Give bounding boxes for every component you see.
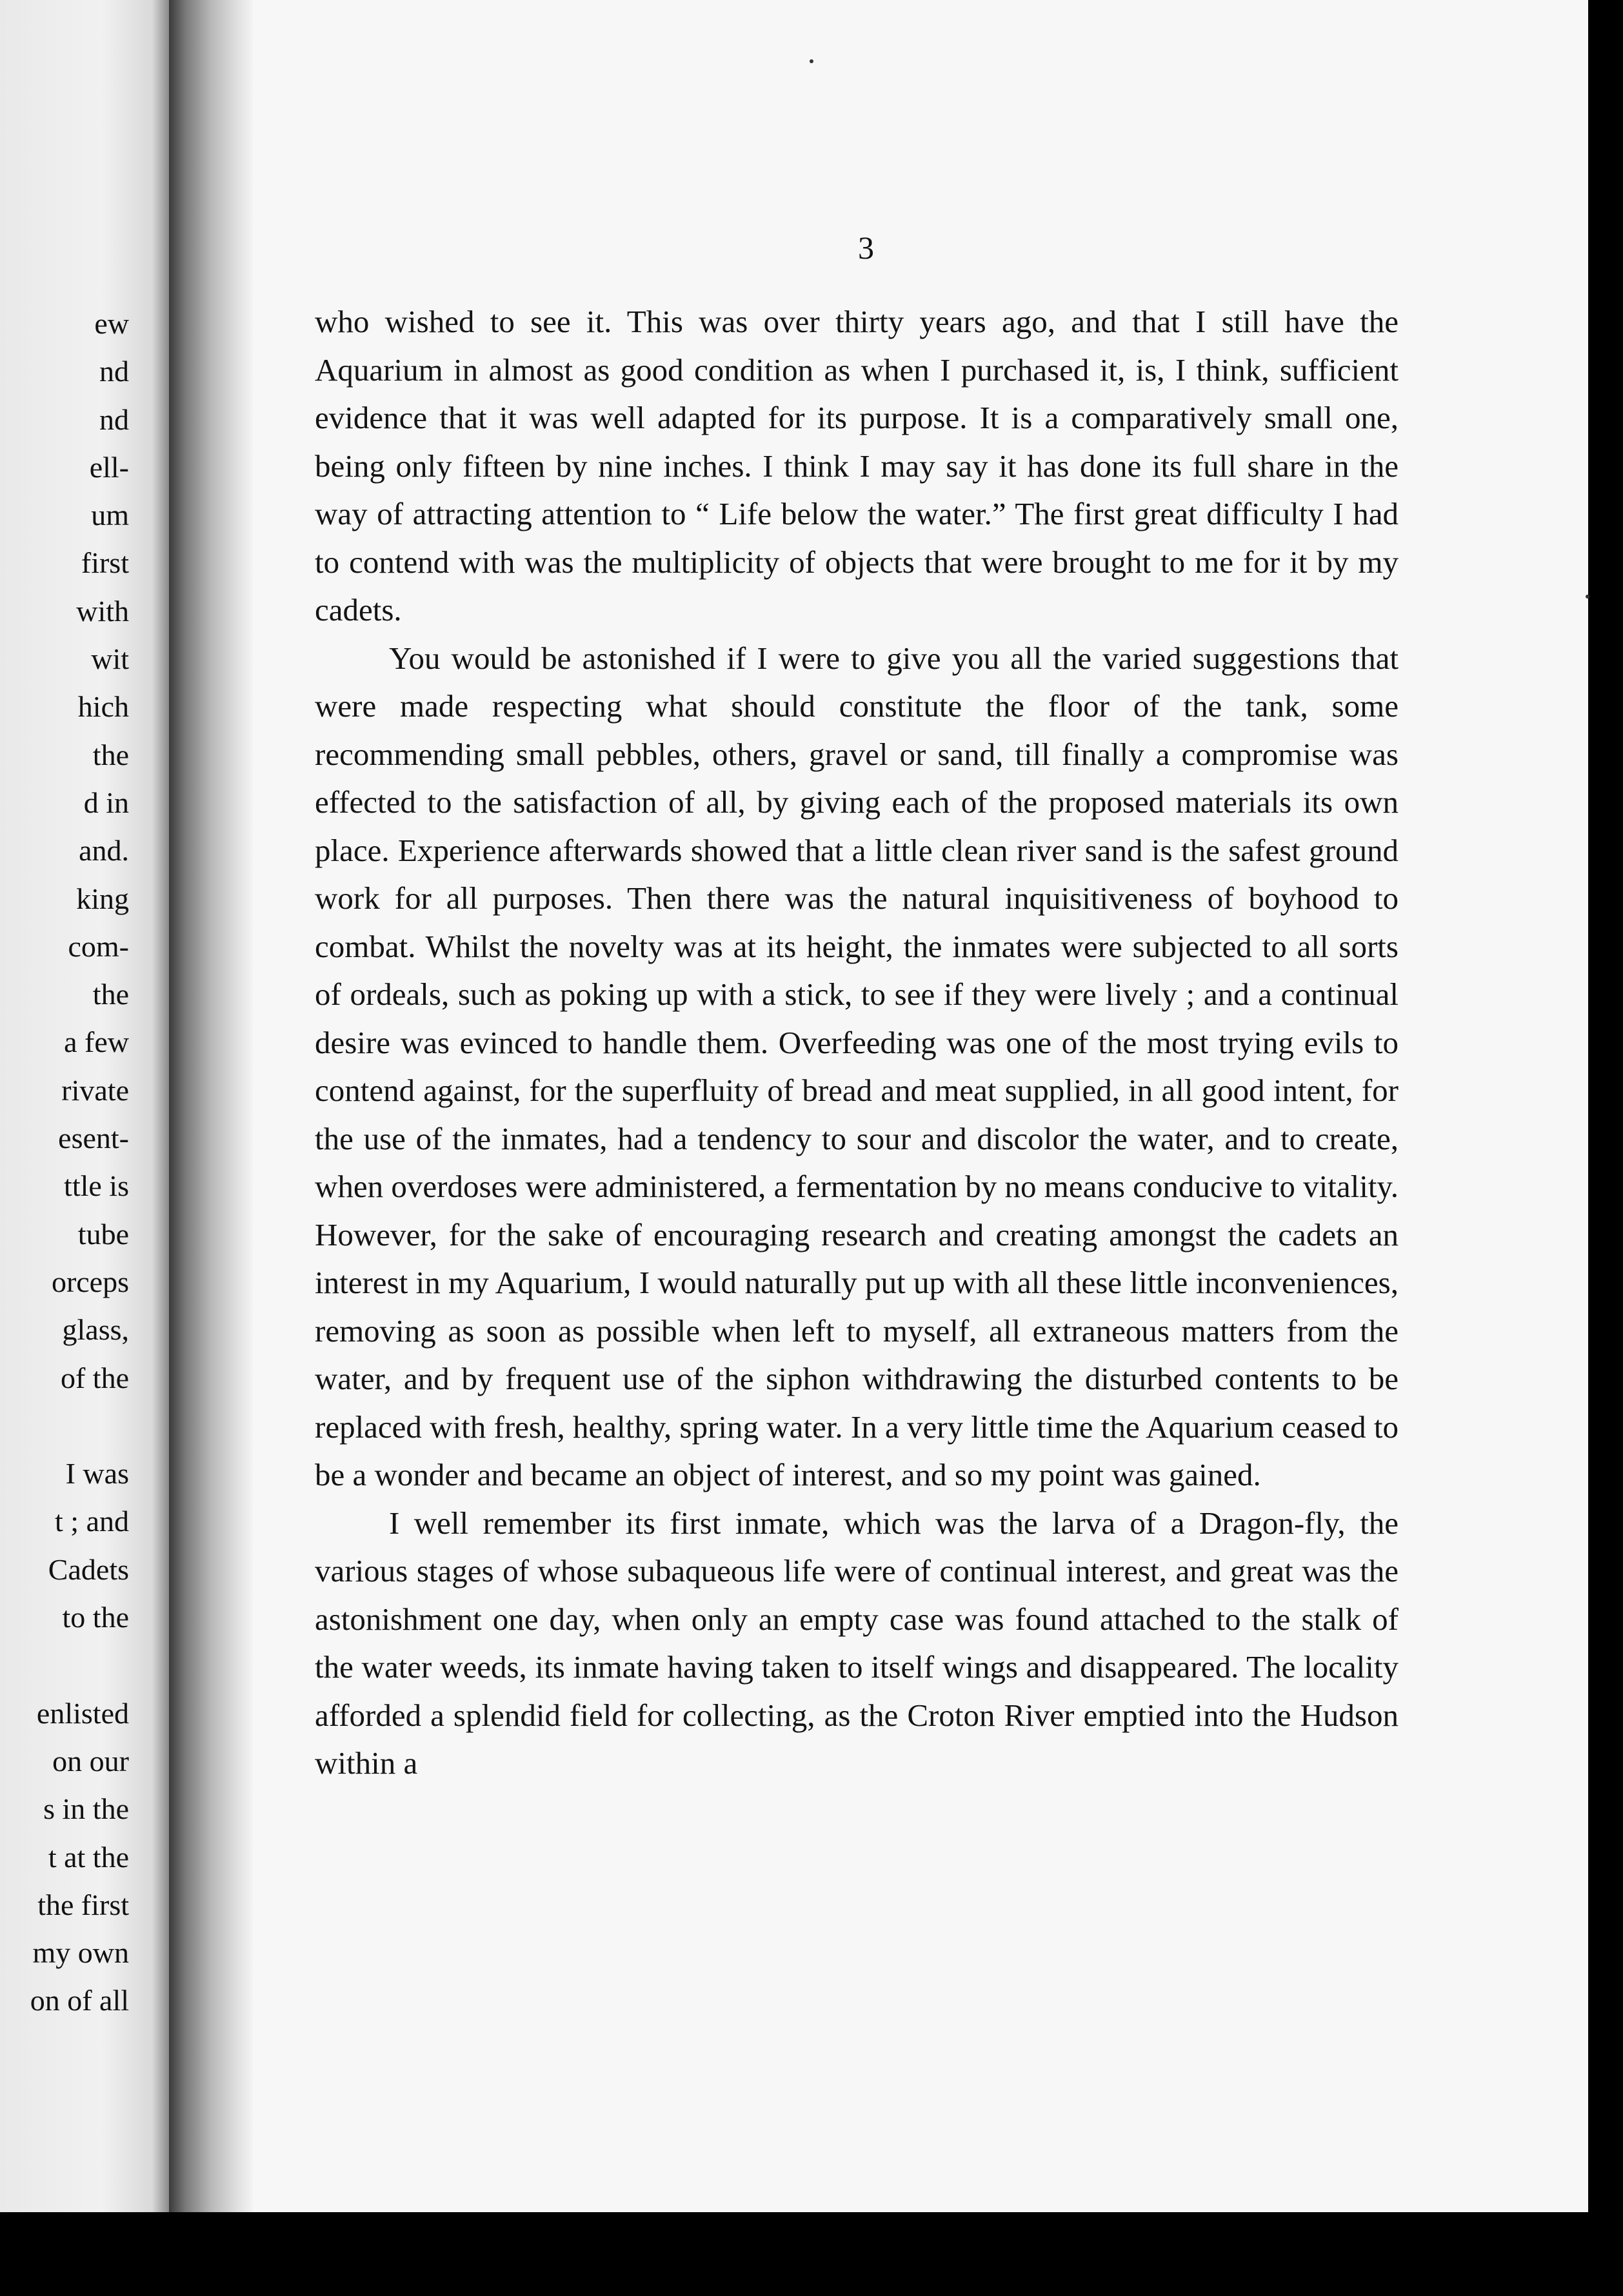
- previous-page-line: I was: [65, 1457, 129, 1490]
- previous-page-line: esent-: [58, 1122, 129, 1155]
- previous-page-line: ew: [94, 307, 129, 340]
- previous-page-line: rivate: [61, 1073, 129, 1107]
- previous-page-line: on our: [52, 1744, 129, 1777]
- previous-page-line: enlisted: [36, 1696, 129, 1730]
- previous-page-line: s in the: [43, 1792, 129, 1826]
- previous-page-line: wit: [91, 642, 129, 676]
- previous-page-line: t at the: [48, 1840, 129, 1874]
- previous-page-line: and.: [79, 834, 129, 867]
- previous-page-line: with: [76, 594, 129, 628]
- previous-page-line: um: [91, 499, 129, 532]
- previous-page-line: to the: [62, 1601, 129, 1634]
- previous-page-line: nd: [99, 355, 129, 388]
- previous-page-line: orceps: [51, 1265, 129, 1298]
- previous-page-line: tube: [77, 1217, 129, 1251]
- paragraph-1: who wished to see it. This was over thirty years ago, and that I still have the Aquarium in almost as good condition as when I purchased it, is, I think, sufficient evidence that it was well adapted for its purpose. It is a comparatively small one, being only fifteen by nine inches. I think I may say it has done its full share in the way of attracting attention to “ Life below the water.” The first great difficulty I had to contend with was the multiplicity of objects that were brought to me for it by my cadets.: [315, 304, 1399, 628]
- previous-page-line: a few: [64, 1025, 129, 1059]
- book-gutter: [169, 0, 253, 2212]
- previous-page-line: the: [92, 738, 129, 771]
- paragraph-2: You would be astonished if I were to give you all the varied suggestions that were made respecting what should constitute the floor of the tank, some recommending small pebbles, others, gravel or sand, till finally a compromise was effected to the satisfaction of all, by giving each of the proposed materials its own place. Experience afterwards showed that a little clean river sand is the safest ground work for all purposes. Then there was the natural inquisitiveness of boyhood to combat. Whilst the novelty was at its height, the inmates were subjected to all sorts of ordeals, such as poking up with a stick, to see if they were lively ; and a continual desire was evinced to handle them. Overfeeding was one of the most trying evils to contend against, for the superfluity of bread and meat supplied, in all good intent, for the use of the inmates, had a tendency to sour and discolor the water, and to create, when overdoses were administered, a fermentation by no means conducive to vitality. However, for the sake of encouraging research and creating amongst the cadets an interest in my Aquarium, I would naturally put up with all these little inconveniences, removing as soon as possible when left to myself, all extraneous matters from the water, and by frequent use of the siphon withdrawing the disturbed contents to be replaced with fresh, healthy, spring water. In a very little time the Aquarium ceased to be a wonder and became an object of interest, and so my point was gained.: [315, 640, 1399, 1492]
- previous-page-line: on of all: [30, 1984, 129, 2017]
- previous-page-edge: [0, 0, 169, 2212]
- page-body: [315, 298, 1399, 1788]
- previous-page-line: com-: [68, 929, 129, 963]
- previous-page-line: my own: [32, 1936, 129, 1970]
- previous-page-line: the: [92, 978, 129, 1011]
- paragraph-3: I well remember its first inmate, which was the larva of a Dragon-fly, the various stages of whose subaqueous life were of continual interest, and great was the astonishment one day, when only an empty case was found attached to the stalk of the water weeds, its inmate having taken to itself wings and disappeared. The locality afforded a splendid field for collecting, as the Croton River emptied into the Hudson within a: [315, 1505, 1399, 1781]
- previous-page-line: [0, 1641, 129, 1689]
- previous-page-line: ell-: [89, 450, 129, 484]
- previous-page-line: king: [76, 882, 129, 915]
- previous-page-line: t ; and: [55, 1505, 129, 1538]
- previous-page-line: nd: [99, 402, 129, 436]
- previous-page-line: Cadets: [48, 1552, 129, 1586]
- print-speck: [810, 59, 813, 63]
- previous-page-text-fragments: [0, 300, 129, 2025]
- previous-page-line: first: [81, 546, 129, 580]
- previous-page-line: hich: [77, 690, 129, 724]
- previous-page-line: the first: [37, 1888, 129, 1921]
- print-speck: [1586, 595, 1589, 599]
- previous-page-line: of the: [60, 1361, 129, 1394]
- previous-page-line: [0, 1402, 129, 1450]
- previous-page-line: glass,: [62, 1313, 129, 1347]
- previous-page-line: d in: [83, 786, 129, 819]
- page-number: 3: [858, 230, 874, 266]
- previous-page-line: ttle is: [64, 1169, 129, 1203]
